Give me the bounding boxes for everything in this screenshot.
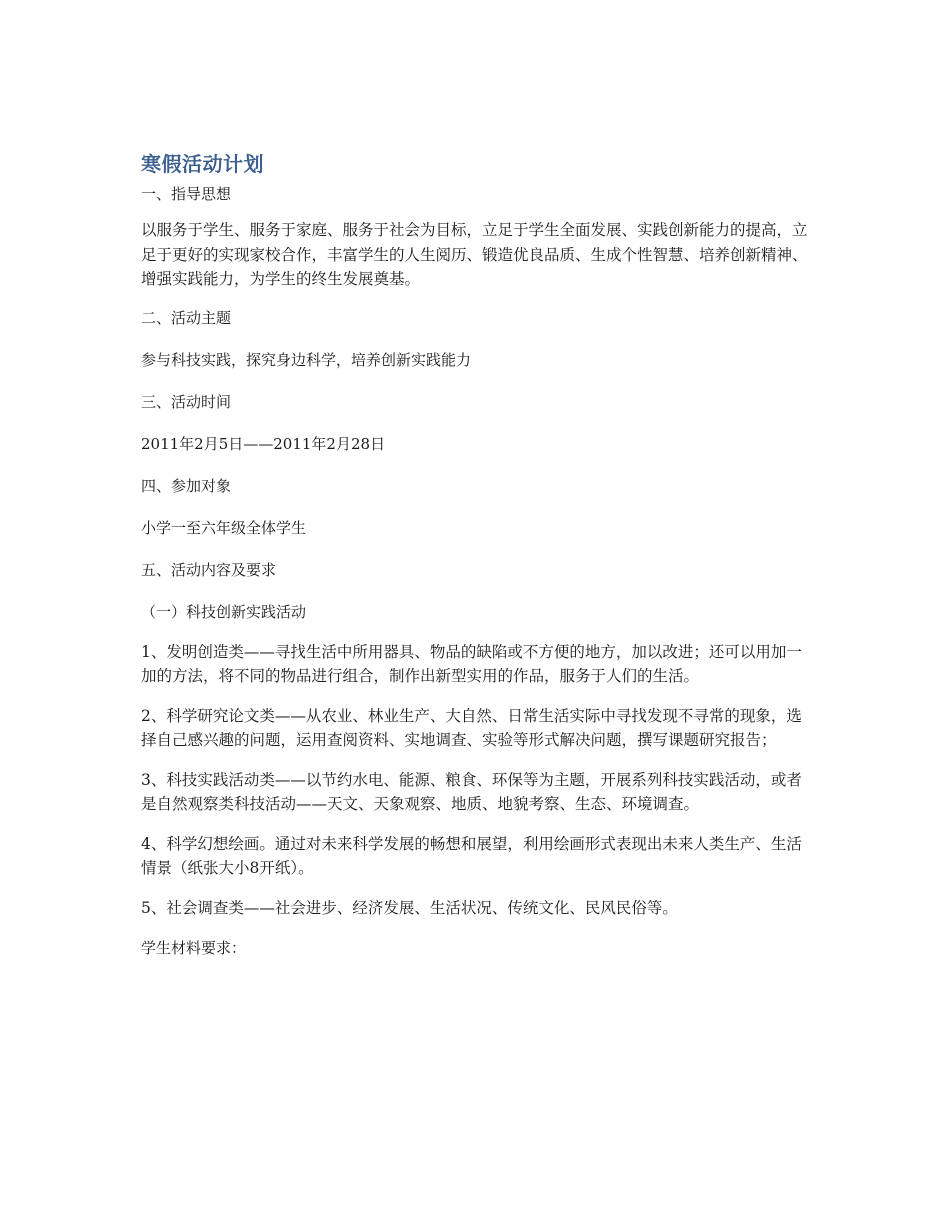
document-page xyxy=(141,150,811,960)
section-heading-time: 三、活动时间 xyxy=(141,392,232,411)
guiding-thought-paragraph: 以服务于学生、服务于家庭、服务于社会为目标，立足于学生全面发展、实践创新能力的提高，立足于更好的实现家校合作，丰富学生的人生阅历、锻造优良品质、生成个性智慧、培养创新精神、增强实践能力，为学生的终生发展奠基。 xyxy=(141,221,808,288)
list-item-tech-practice: 3、科技实践活动类——以节约水电、能源、粮食、环保等为主题，开展系列科技实践活动，或者是自然观察类科技活动——天文、天象观察、地质、地貌考察、生态、环境调查。 xyxy=(141,770,802,813)
materials-heading: 学生材料要求： xyxy=(141,939,247,957)
list-item-social-survey: 5、社会调查类——社会进步、经济发展、生活状况、传统文化、民风民俗等。 xyxy=(141,898,678,917)
section-heading-theme: 二、活动主题 xyxy=(141,308,232,327)
list-item-research-paper: 2、科学研究论文类——从农业、林业生产、大自然、日常生活实际中寻找发现不寻常的现象，选择自己感兴趣的问题，运用查阅资料、实地调查、实验等形式解决问题，撰写课题研究报告； xyxy=(141,706,802,749)
participants-paragraph: 小学一至六年级全体学生 xyxy=(141,518,307,537)
theme-paragraph: 参与科技实践，探究身边科学，培养创新实践能力 xyxy=(141,350,472,369)
section-heading-content: 五、活动内容及要求 xyxy=(141,560,277,579)
subsection-heading-tech-innovation: （一）科技创新实践活动 xyxy=(141,602,307,621)
time-paragraph: 2011年2月5日——2011年2月28日 xyxy=(141,434,386,453)
list-item-invention: 1、发明创造类——寻找生活中所用器具、物品的缺陷或不方便的地方，加以改进；还可以用加一加的方法，将不同的物品进行组合，制作出新型实用的作品，服务于人们的生活。 xyxy=(141,642,802,685)
section-heading-guiding-thought: 一、指导思想 xyxy=(141,185,232,203)
list-item-sci-fi-painting: 4、科学幻想绘画。通过对未来科学发展的畅想和展望，利用绘画形式表现出未来人类生产、生活情景（纸张大小8开纸）。 xyxy=(141,834,802,877)
section-heading-participants: 四、参加对象 xyxy=(141,476,232,495)
document-title: 寒假活动计划 xyxy=(141,152,264,176)
